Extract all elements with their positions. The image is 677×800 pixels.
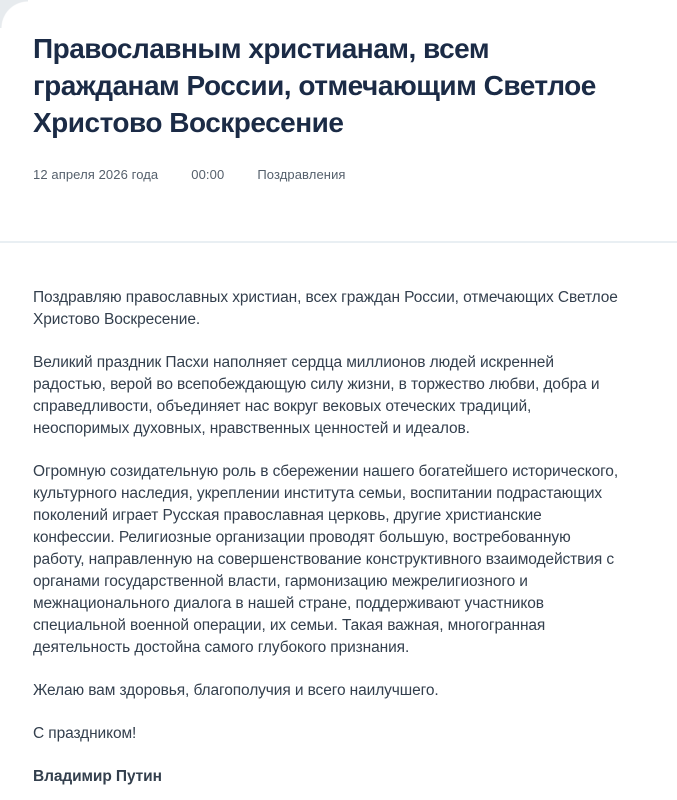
article-meta-row (33, 167, 644, 183)
page-title: Православным христианам, всем гражданам России, отмечающим Светлое Христово Воскресение (33, 33, 596, 138)
publish-date: 12 апреля 2026 года (33, 167, 159, 182)
paragraph-church-role: Огромную созидательную роль в сбережении нашего богатейшего исторического, культурного наследия, укреплении института семьи, воспитании подрастающих поколений играет Русская православная церковь, другие христианские конфессии. Религиозные организации проводят большую, востребованную работу, направленную на совершенствование конструктивного взаимодействия с органами государственной власти, гармонизацию межрелигиозного и межнационального диалога в нашей стране, поддерживают участников специальной военной операции, их семьи. Такая важная, многогранная деятельность достойна самого глубокого признания. (33, 463, 619, 656)
paragraph-greeting: Поздравляю православных христиан, всех граждан России, отмечающих Светлое Христово Воскресение. (33, 289, 618, 328)
publish-time: 00:00 (191, 167, 225, 182)
article-body (33, 243, 644, 788)
category-link[interactable]: Поздравления (257, 167, 346, 182)
article-header (33, 0, 644, 183)
paragraph-congratulation: С праздником! (33, 725, 137, 742)
paragraph-holiday-meaning: Великий праздник Пасхи наполняет сердца миллионов людей искренней радостью, верой во всепобеждающую силу жизни, в торжество любви, добра и справедливости, объединяет нас вокруг вековых отеческих традиций, неоспоримых духовных, нравственных ценностей и идеалов. (33, 354, 600, 437)
signature: Владимир Путин (33, 768, 162, 785)
paragraph-wishes: Желаю вам здоровья, благополучия и всего наилучшего. (33, 682, 439, 699)
rounded-corner-artifact (0, 0, 28, 28)
